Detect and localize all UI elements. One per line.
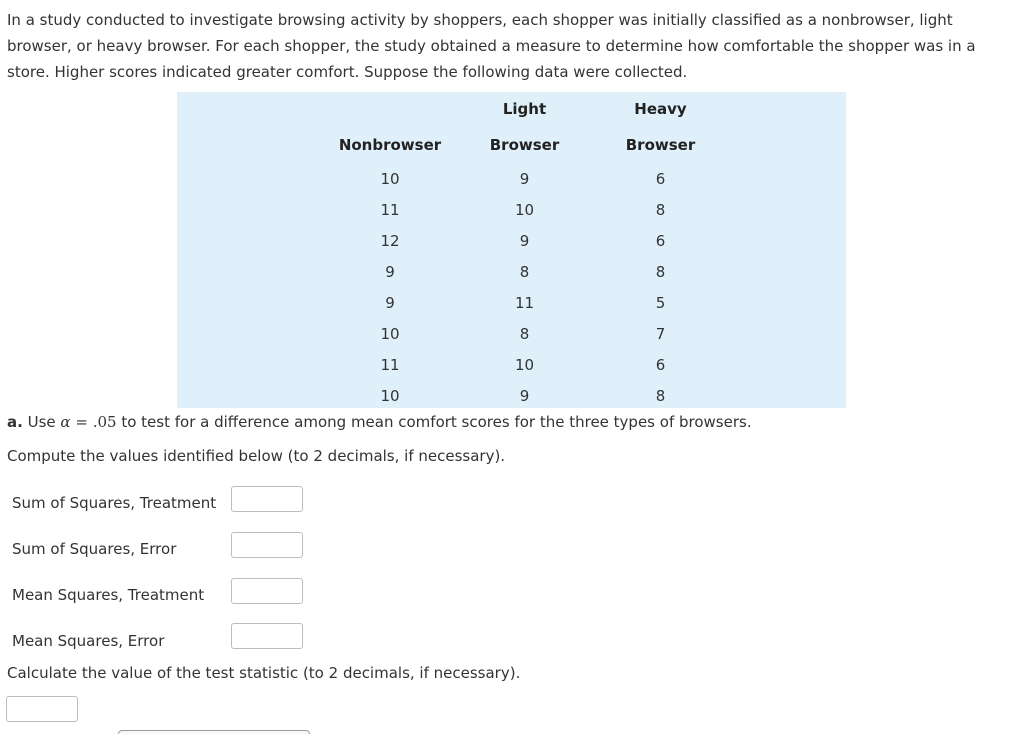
table-cell: 10 xyxy=(380,169,400,188)
table-cell: 10 xyxy=(380,324,400,343)
header-light-browser: Browser xyxy=(489,135,560,154)
table-cell: 11 xyxy=(380,355,400,374)
table-cell: 12 xyxy=(380,231,400,250)
table-row xyxy=(314,225,738,256)
question-text: to test for a difference among mean comfort scores for the three types of browsers. xyxy=(121,413,752,431)
table-cell: 9 xyxy=(385,262,395,281)
table-cell: 8 xyxy=(655,262,666,281)
table-cell: 9 xyxy=(519,169,530,188)
ms-error-label: Mean Squares, Error xyxy=(12,632,165,650)
table-row xyxy=(314,349,738,380)
equals-sign: = xyxy=(75,413,88,431)
table-row xyxy=(314,380,738,411)
table-row xyxy=(314,287,738,318)
table-row xyxy=(314,163,738,194)
table-cell: 6 xyxy=(655,169,666,188)
part-label: a. xyxy=(7,413,23,431)
compute-instruction: Compute the values identified below (to 2 decimals, if necessary). xyxy=(7,447,506,465)
header-cell: Heavy xyxy=(634,100,687,118)
table-cell: 6 xyxy=(655,231,666,250)
table-row xyxy=(314,318,738,349)
table-cell: 9 xyxy=(519,231,530,250)
header-cell: Light xyxy=(502,100,547,118)
ms-treatment-input[interactable] xyxy=(231,578,303,604)
table-cell: 11 xyxy=(380,200,400,219)
comfort-data-table xyxy=(177,92,846,408)
table-cell: 8 xyxy=(519,262,530,281)
table-cell: 10 xyxy=(514,355,535,374)
data-grid xyxy=(314,92,738,411)
problem-intro: In a study conducted to investigate browsing activity by shoppers, each shopper was initially classified as a nonbrowser, light browser, or heavy browser. For each shopper, the study obtained a measure to determine how comfortable the shopper was in a store. Higher scores indicated greater comfort. Suppose the following data were collected. xyxy=(7,11,976,81)
table-row xyxy=(314,256,738,287)
table-row xyxy=(314,194,738,225)
ms-treatment-label: Mean Squares, Treatment xyxy=(12,586,205,604)
alpha-symbol: α xyxy=(60,413,71,431)
ms-error-input[interactable] xyxy=(231,623,303,649)
p-value-dropdown[interactable] xyxy=(118,730,310,734)
statistic-instruction: Calculate the value of the test statistic (to 2 decimals, if necessary). xyxy=(7,664,521,682)
table-cell: 8 xyxy=(519,324,530,343)
question-part-a xyxy=(7,412,752,432)
table-cell: 10 xyxy=(514,200,535,219)
header-heavy-browser: Browser xyxy=(625,135,696,154)
alpha-value: .05 xyxy=(92,413,117,431)
table-cell: 10 xyxy=(380,386,400,405)
table-header-row-2 xyxy=(314,126,738,163)
table-cell: 9 xyxy=(519,386,530,405)
table-cell: 9 xyxy=(385,293,395,312)
test-statistic-input[interactable] xyxy=(6,696,78,722)
question-use: Use xyxy=(27,413,56,431)
table-cell: 6 xyxy=(655,355,666,374)
ss-error-label: Sum of Squares, Error xyxy=(12,540,177,558)
table-cell: 5 xyxy=(655,293,666,312)
table-header-row-1 xyxy=(314,92,738,126)
header-cell xyxy=(314,92,466,126)
table-cell: 11 xyxy=(514,293,535,312)
table-cell: 8 xyxy=(655,386,666,405)
table-cell: 8 xyxy=(655,200,666,219)
ss-treatment-input[interactable] xyxy=(231,486,303,512)
header-nonbrowser: Nonbrowser xyxy=(338,135,442,154)
ss-error-input[interactable] xyxy=(231,532,303,558)
table-cell: 7 xyxy=(655,324,666,343)
ss-treatment-label: Sum of Squares, Treatment xyxy=(12,494,217,512)
